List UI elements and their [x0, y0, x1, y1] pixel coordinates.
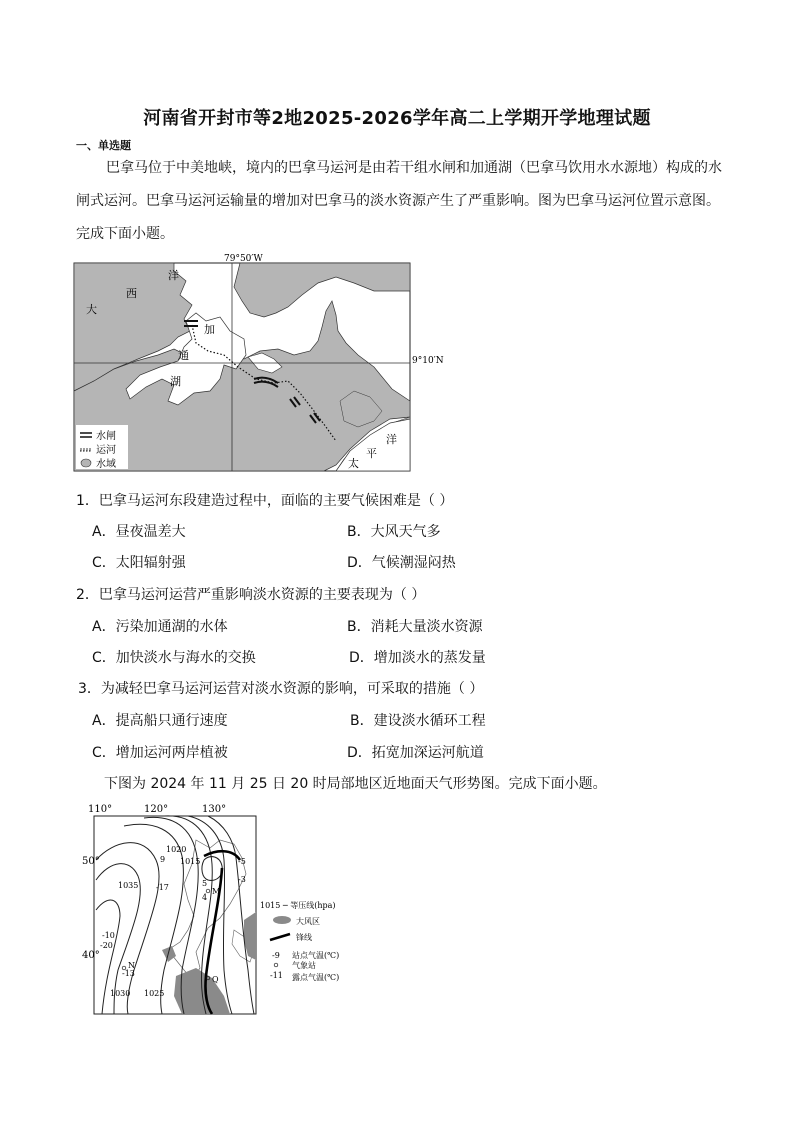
lon-label-130: 130°	[202, 804, 227, 815]
station-q-label: Q	[212, 975, 219, 984]
lake-label-3: 湖	[170, 375, 181, 388]
legend-front: 锋线	[296, 933, 312, 942]
question-1: 1．巴拿马运河东段建造过程中，面临的主要气候困难是（ ）	[76, 493, 454, 509]
legend-sample-temp: -9	[272, 951, 280, 960]
panama-canal-map	[74, 251, 444, 473]
atlantic-label-1: 大	[86, 303, 97, 316]
isobar-1025: 1025	[144, 989, 165, 998]
page-title: 河南省开封市等2地2025-2026学年高二上学期开学地理试题	[143, 108, 651, 129]
station-value-4: 4	[202, 893, 208, 902]
q3-option-a[interactable]: A．提高船只通行速度	[92, 713, 228, 729]
station-value-5: 5	[202, 879, 208, 888]
q2-option-d[interactable]: D．增加淡水的蒸发量	[349, 650, 486, 666]
intro-line-3: 完成下面小题。	[76, 226, 174, 242]
isobar-1020: 1020	[166, 845, 187, 854]
atlantic-label-2: 西	[126, 287, 137, 300]
legend-isobar: 1015 ─ 等压线(hpa)	[260, 901, 336, 910]
intro-paragraph	[76, 152, 726, 251]
longitude-label: 79°50′W	[224, 254, 263, 264]
q3-option-b[interactable]: B．建设淡水循环工程	[350, 713, 486, 729]
legend-dew: 露点气温(℃)	[292, 973, 340, 982]
latitude-label: 9°10′N	[412, 356, 444, 366]
station-n-label: N	[128, 961, 135, 970]
intro-line-1: 巴拿马位于中美地峡，境内的巴拿马运河是由若干组水闸和加通湖（巴拿马饮用水水源地）构成的水	[106, 160, 722, 176]
q1-option-b[interactable]: B．大风天气多	[347, 524, 441, 540]
legend-sample-dew: -11	[270, 971, 283, 980]
pacific-label-1: 太	[348, 457, 359, 470]
lake-label-1: 加	[204, 323, 215, 336]
weather-map	[84, 800, 356, 1018]
q1-option-a[interactable]: A．昼夜温差大	[92, 524, 186, 540]
legend-water: 水域	[96, 459, 116, 470]
q2-option-c[interactable]: C．加快淡水与海水的交换	[92, 650, 256, 666]
station-value-9: 9	[160, 855, 166, 864]
legend-lock: 水闸	[96, 431, 116, 442]
q2-option-b[interactable]: B．消耗大量淡水资源	[347, 619, 483, 635]
question-2: 2．巴拿马运河运营严重影响淡水资源的主要表现为（ ）	[76, 587, 426, 603]
lon-label-110: 110°	[88, 804, 113, 815]
legend-station: 气象站	[292, 961, 316, 970]
isobar-1035: 1035	[118, 881, 139, 890]
atlantic-label-3: 洋	[168, 269, 179, 282]
q1-option-d[interactable]: D．气候潮湿闷热	[347, 555, 456, 571]
station-value-neg17: -17	[156, 883, 169, 892]
question-3: 3．为减轻巴拿马运河运营对淡水资源的影响，可采取的措施（ ）	[78, 681, 484, 697]
q2-option-a[interactable]: A．污染加通湖的水体	[92, 619, 228, 635]
section-heading: 一、单选题	[76, 139, 131, 152]
lat-label-40: 40°	[82, 950, 100, 961]
station-value-neg5: -5	[238, 857, 246, 866]
station-m-label: M	[212, 887, 221, 896]
legend-gale: 大风区	[296, 917, 320, 926]
station-value-neg13: -13	[122, 969, 135, 978]
pacific-label-3: 洋	[386, 433, 397, 446]
intro-line-2: 闸式运河。巴拿马运河运输量的增加对巴拿马的淡水资源产生了严重影响。图为巴拿马运河位置示意图。	[76, 193, 720, 209]
lon-label-120: 120°	[144, 804, 169, 815]
q3-option-c[interactable]: C．增加运河两岸植被	[92, 745, 228, 761]
intro-2: 下图为 2024 年 11 月 25 日 20 时局部地区近地面天气形势图。完成下面小题。	[104, 776, 607, 792]
legend-station-temp: 站点气温(℃)	[292, 951, 340, 960]
lat-label-50: 50°	[82, 856, 100, 867]
legend-canal: 运河	[96, 445, 116, 456]
map2-legend	[260, 900, 339, 982]
station-value-neg3: -3	[238, 875, 246, 884]
isobar-1015: 1015	[180, 857, 201, 866]
pacific-label-2: 平	[366, 447, 377, 460]
station-value-neg20: -20	[100, 941, 113, 950]
station-value-neg10: -10	[102, 931, 115, 940]
q1-option-c[interactable]: C．太阳辐射强	[92, 555, 186, 571]
lake-label-2: 通	[178, 349, 189, 362]
map1-legend	[76, 425, 128, 470]
q3-option-d[interactable]: D．拓宽加深运河航道	[347, 745, 484, 761]
isobar-1030: 1030	[110, 989, 131, 998]
